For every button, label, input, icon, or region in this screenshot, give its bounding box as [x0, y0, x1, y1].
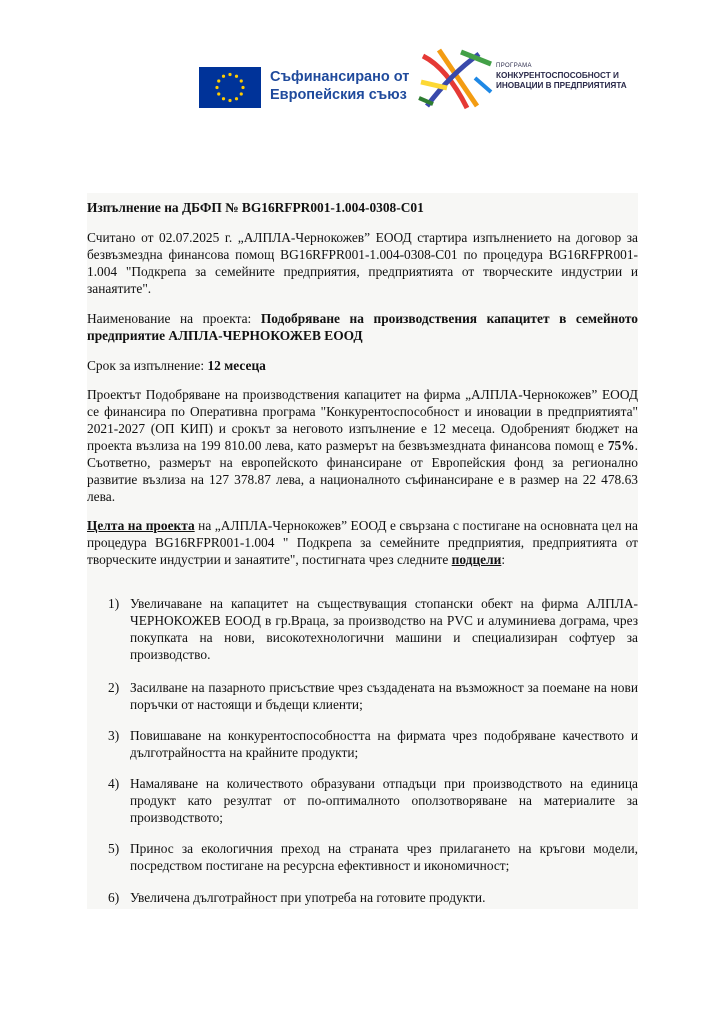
eu-flag-icon — [199, 67, 261, 108]
goal-end: : — [501, 552, 506, 567]
subgoals-label: подцели — [451, 552, 502, 567]
document-body — [87, 193, 638, 909]
list-item-number: 4) — [108, 776, 120, 791]
grant-percent: 75% — [607, 438, 635, 453]
list-item — [87, 889, 638, 906]
eu-star — [217, 79, 220, 82]
eu-star — [217, 92, 220, 95]
eu-star — [235, 97, 238, 100]
eu-line2: Европейския съюз — [270, 87, 407, 103]
list-item-number: 5) — [108, 841, 120, 856]
list-item-text: Увеличена дълготрайност при употреба на готовите продукти. — [130, 890, 486, 905]
list-item-text: Увеличаване на капацитет на съществуващия стопански обект на фирма АЛПЛА-ЧЕРНОКОЖЕВ ЕООД в гр.Враца, за производство на PVC и алуминиева дограма, чрез покупката на нови, високотехнологични машини и специализиран софтуер за производство. — [130, 596, 638, 662]
eu-star — [222, 75, 225, 78]
eu-star — [235, 75, 238, 78]
project-name-value: Подобряване на производствения капацитет в семейното предприятие АЛПЛА-ЧЕРНОКОЖЕВ ЕООД — [87, 311, 639, 343]
duration-value: 12 месеца — [207, 358, 266, 373]
duration-label: Срок за изпълнение: — [87, 358, 208, 373]
eu-cofunded-text — [270, 68, 409, 104]
goal-text: на „АЛПЛА-Чернокожев” ЕООД е свързана с постигане на основната цел на процедура BG16RFPR001-1.004 " Подкрепа за семейните предприятия, предприятията от творческите индустрии и занаятите", постигната чрез следните — [87, 518, 638, 567]
program-line1: КОНКУРЕНТОСПОСОБНОСТ И — [496, 71, 619, 80]
eu-star — [240, 79, 243, 82]
financing-paragraph — [87, 386, 638, 505]
list-item-number: 1) — [108, 596, 120, 611]
document-title: Изпълнение на ДБФП № BG16RFPR001-1.004-0308-С01 — [87, 200, 424, 215]
list-item-text: Засилване на пазарното присъствие чрез създадената на възможност за поемане на нови поръчки от настоящи и бъдещи клиенти; — [130, 680, 638, 712]
program-name — [496, 62, 627, 91]
header-logos — [0, 45, 724, 115]
list-item — [87, 775, 638, 826]
financing-text-b: . Съответно, размерът на европейското финансиране от Европейския фонд за регионално развитие възлиза на 127 378.87 лева, а националното съфинансиране е в размер на 22 478.63 лева. — [87, 438, 638, 504]
goal-paragraph — [87, 517, 638, 568]
intro-paragraph: Считано от 02.07.2025 г. „АЛПЛА-Чернокожев” ЕООД стартира изпълнението на договор за безвъзмездна финансова помощ BG16RFPR001-1.004-0308-C01 по процедура BG16RFPR001-1.004 "Подкрепа за семейните предприятия, предприятията от творческите индустрии и занаятите". — [87, 230, 638, 296]
eu-star — [222, 97, 225, 100]
list-item — [87, 727, 638, 761]
list-item-text: Намаляване на количеството образувани отпадъци при производството на единица продукт като резултат от по-оптималното оползотворяване на материалите за производството; — [130, 776, 638, 825]
eu-star — [240, 92, 243, 95]
eu-star — [228, 99, 231, 102]
program-line2: ИНОВАЦИИ В ПРЕДПРИЯТИЯТА — [496, 81, 627, 90]
program-logo-icon — [417, 48, 493, 112]
list-item-text: Принос за екологичния преход на страната чрез прилагането на кръгови модели, посредством постигане на ресурсна ефективност и икономичност; — [130, 841, 638, 873]
list-item — [87, 840, 638, 874]
list-item-number: 2) — [108, 680, 120, 695]
eu-star — [215, 86, 218, 89]
financing-text-a: Проектът Подобряване на производствения капацитет на фирма „АЛПЛА-Чернокожев” ЕООД се финансира по Оперативна програма "Конкурентоспособност и иновации в предприятията" 2021-2027 (ОП КИП) и срокът за неговото изпълнение е 12 месеца. Одобреният бюджет на проекта възлиза на 199 810.00 лева, като размерът на безвъзмездната финансова помощ е — [87, 387, 638, 453]
eu-star — [228, 73, 231, 76]
project-name-label: Наименование на проекта: — [87, 311, 261, 326]
list-item-text: Повишаване на конкурентоспособността на фирмата чрез подобряване качеството и дълготрайността на крайните продукти; — [130, 728, 638, 760]
program-label: ПРОГРАМА — [496, 63, 532, 69]
project-name-paragraph — [87, 310, 638, 344]
list-item — [87, 595, 638, 663]
list-item-number: 6) — [108, 890, 120, 905]
goal-label: Целта на проекта — [87, 518, 195, 533]
list-item — [87, 679, 638, 713]
eu-line1: Съфинансирано от — [270, 69, 410, 85]
duration-paragraph — [87, 357, 638, 374]
list-item-number: 3) — [108, 728, 120, 743]
eu-star — [241, 86, 244, 89]
